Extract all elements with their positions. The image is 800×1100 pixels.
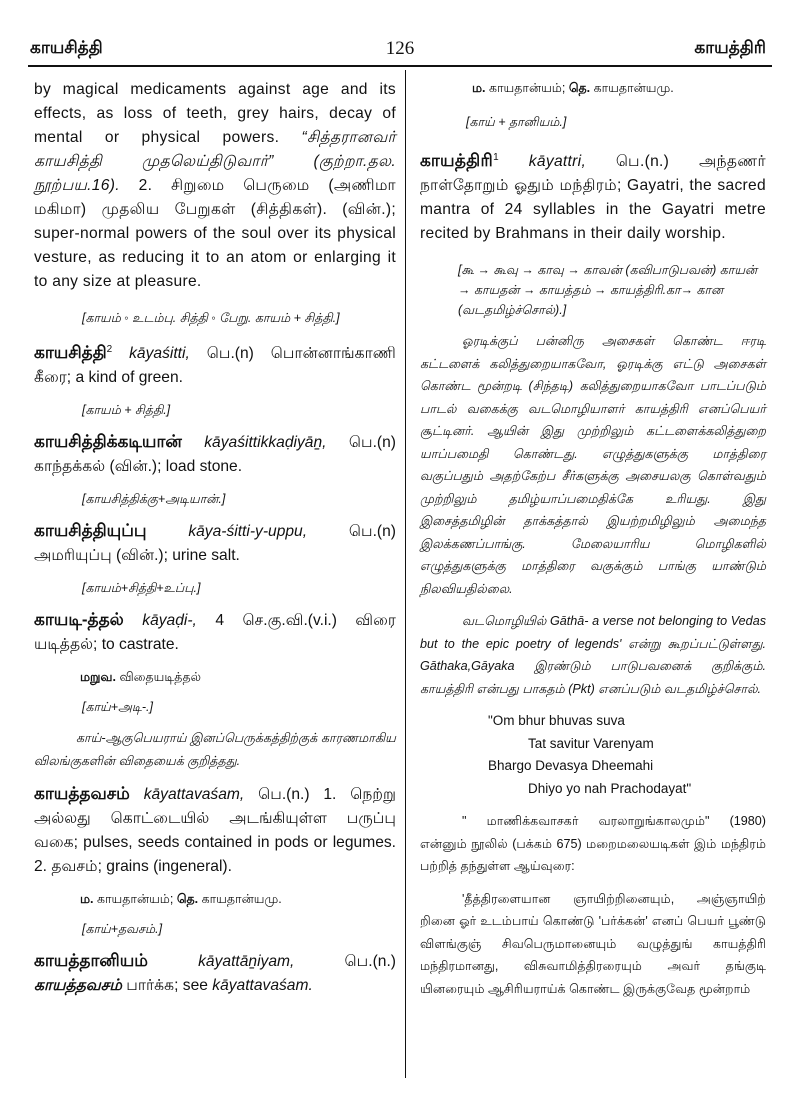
transliteration: kāyaḍi-, <box>142 612 197 630</box>
headword: காயசித்தி <box>34 343 107 363</box>
definition: பெ.(n) அமரியுப்பு (வின்.); urine salt. <box>34 523 396 565</box>
transliteration: kāya-śitti-y-uppu, <box>188 523 308 541</box>
cross-reference: காயத்தவசம் <box>34 977 122 995</box>
mantra-line: Bhargo Devasya Dheemahi <box>488 758 654 774</box>
gayatri-mantra <box>488 710 766 800</box>
running-head-left: காயசித்தி <box>30 38 103 57</box>
entry-kayattavasam <box>34 782 396 879</box>
headword: காயத்தவசம் <box>34 784 130 804</box>
headword: காயசித்தியுப்பு <box>34 521 147 541</box>
continuation-text: by magical medicaments against age and its effects, as loss of teeth, grey hairs, decay of mental or physical powers. <box>34 81 396 146</box>
etymology: [காயம்+சித்தி+உப்பு.] <box>82 581 201 596</box>
usage-note: வடமொழியில் Gāthā- a verse not belonging to Vedas but to the epic poetry of legends' என்று கூறப்பட்டுள்ளது. Gāthaka,Gāyaka இரண்டும் பாடுபவனைக் குறிக்கும். காயத்திரி என்பது பாகதம் (Pkt) எனப்படும் வடதமிழ்ச்சொல். <box>420 614 766 696</box>
usage-note: " மாணிக்கவாசகர் வரலாறுங்காலமும்" (1980) என்னும் நூலில் (பக்கம் 675) மறைமலையடிகள் இம் மந்திரம் பற்றித் தந்துள்ள ஆய்வுரை: <box>420 814 766 874</box>
right-column <box>420 78 766 1000</box>
synonym: விதையடித்தல் <box>119 670 201 685</box>
entry-kayasittiyuppu <box>34 519 396 568</box>
homonym-number: 1 <box>493 152 499 163</box>
etymology: [கூ → கூவு → காவு → காவன் (கவிபாடுபவன்) காயன் → காயதன் → காயத்தம் → காயத்திரி.கா→ கான (வடதமிழ்ச்சொல்).] <box>458 263 758 318</box>
transliteration: kāyattavaśam, <box>143 786 245 804</box>
column-divider <box>405 70 406 1078</box>
homonym-number: 2 <box>106 344 113 355</box>
citation-source: (குற்றா.தல. நூற்பய.16). <box>34 153 396 194</box>
etymology: [காய் + தானியம்.] <box>466 115 567 129</box>
see-transliteration: kāyattavaśam. <box>212 977 313 995</box>
entry-kayasitti-2 <box>34 338 396 390</box>
headword: காயடி-த்தல் <box>34 610 124 630</box>
entry-kayattiri-1 <box>420 146 766 246</box>
quoted-commentary: 'தீத்திரளையான ஞாயிற்றினையும், அஞ்ஞாயிற் றினை ஓர் உடம்பாய் கொண்டு 'பர்க்கன்' எனப் பெயர் பூண்டு விளங்குஞ் சிவபெருமானையும் வழுத்துங் காயத்திரி மந்திரமானது, விசுவாமித்திரரையும் அவர் தங்குடி யினரையும் ஆசிரியராய்க் கொண்ட இருக்குவேத மூன்றாம் <box>420 891 766 996</box>
usage-note: காய்-ஆகுபெயராய் இனப்பெருக்கத்திற்குக் காரணமாகிய விலங்குகளின் விதையைக் குறித்தது. <box>34 731 396 768</box>
definition: பெ.(n) காந்தக்கல் (வின்.); load stone. <box>34 434 396 476</box>
header-rule <box>28 65 772 67</box>
definition: 4 செ.கு.வி.(v.i.) விரை யடித்தல்; to castrate. <box>34 612 396 654</box>
entry-continuation <box>34 78 396 294</box>
left-column <box>34 78 396 998</box>
entry-kayadi-ttal <box>34 608 396 657</box>
mantra-line: Tat savitur Varenyam <box>528 735 654 751</box>
etymology: [காயம் + சித்தி.] <box>82 403 171 418</box>
etymology: [காயம் ◦ உடம்பு. சித்தி ◦ பேறு. காயம் + சித்தி.] <box>82 311 340 325</box>
synonym-line <box>80 667 396 687</box>
page-number: 126 <box>385 38 415 59</box>
definition: பெ.(n) பொன்னாங்காணி கீரை; a kind of green. <box>34 345 396 387</box>
citation-quote: “சித்தரானவர் காயசித்தி முதலெய்திடுவார்” <box>34 129 396 170</box>
cognates: ம. காயதான்யம்; தெ. காயதான்யமு. <box>80 892 282 907</box>
headword: காயத்தானியம் <box>34 951 148 971</box>
usage-note: ஓரடிக்குப் பன்னிரு அசைகள் கொண்ட ஈரடி கட்டளைக் கலித்துறையாகவோ, ஓரடிக்கு எட்டு அசைகள் கொண்ட மூன்றடி (சிந்தடி) கலித்துறையாகவோ பாடப்படும் பாடல் வகைக்கு வடமொழியாளர் காயத்திரி எனப்பெயர் சூட்டினர். ஆயின் இது முற்றிலும் கட்டளைக்கலித்துறை யாப்பமைதி கொண்டது. எழுத்துகளுக்கு மாத்திரை வகுப்பதும் அதற்கேற்ப சீர்களுக்கு அசையலகு கொள்வதும் முற்றிலும் தமிழ்யாப்பமைதிக்கே உரியது. இது இசைத்தமிழின் தாக்கத்தால் இயற்றமிழிலும் அமைந்த இலக்கணப்பாங்கு. மேலையாரிய மொழிகளில் எழுத்துகளுக்கு மாத்திரை வகுக்கும் பாங்கு யாண்டும் நிலவியதில்லை. <box>420 334 766 596</box>
etymology: [காயசித்திக்கு+அடியான்.] <box>82 492 226 507</box>
definition: பெ.(n.) 1. நெற்று அல்லது கொட்டையில் அடங்கியுள்ள பருப்பு வகை; pulses, seeds contained in pods or legumes. 2. தவசம்; grains (ingeneral). <box>34 786 396 876</box>
mantra-line: "Om bhur bhuvas suva <box>488 713 625 729</box>
part-of-speech: பெ.(n.) <box>344 953 396 971</box>
running-head-right: காயத்திரி <box>694 38 766 57</box>
definition: பெ.(n.) அந்தணர் நாள்தோறும் ஓதும் மந்திரம்; Gayatri, the sacred mantra of 24 syllables in the Gayatri metre recited by Brahmans in their daily worship. <box>420 153 766 243</box>
etymology: [காய்+அடி-.] <box>82 700 153 715</box>
etymology: [காய்+தவசம்.] <box>82 922 163 937</box>
transliteration: kāyattāṉiyam, <box>198 953 295 971</box>
see-label: பார்க்க; see <box>126 977 208 995</box>
headword: காயசித்திக்கடியான் <box>34 432 182 452</box>
transliteration: kāyaśitti, <box>129 345 190 363</box>
synonym-label: மறுவ. <box>80 670 116 685</box>
sense-2: 2. சிறுமை பெருமை (அணிமா மகிமா) முதலிய பேறுகள் (சித்திகள்). (வின்.); super-normal powers of the soul over its physical vesture, as reducing it to an atom or enlarging it to any size at pleasure. <box>34 177 396 290</box>
transliteration: kāyattri, <box>528 153 587 171</box>
mantra-line: Dhiyo yo nah Prachodayat" <box>528 780 692 796</box>
entry-kayasittikkadiyan <box>34 430 396 479</box>
transliteration: kāyaśittikkaḍiyāṉ, <box>204 434 327 452</box>
entry-kayattaniyam <box>34 949 396 998</box>
headword: காயத்திரி <box>420 151 494 171</box>
cognates: ம. காயதான்யம்; தெ. காயதான்யமு. <box>472 81 674 95</box>
